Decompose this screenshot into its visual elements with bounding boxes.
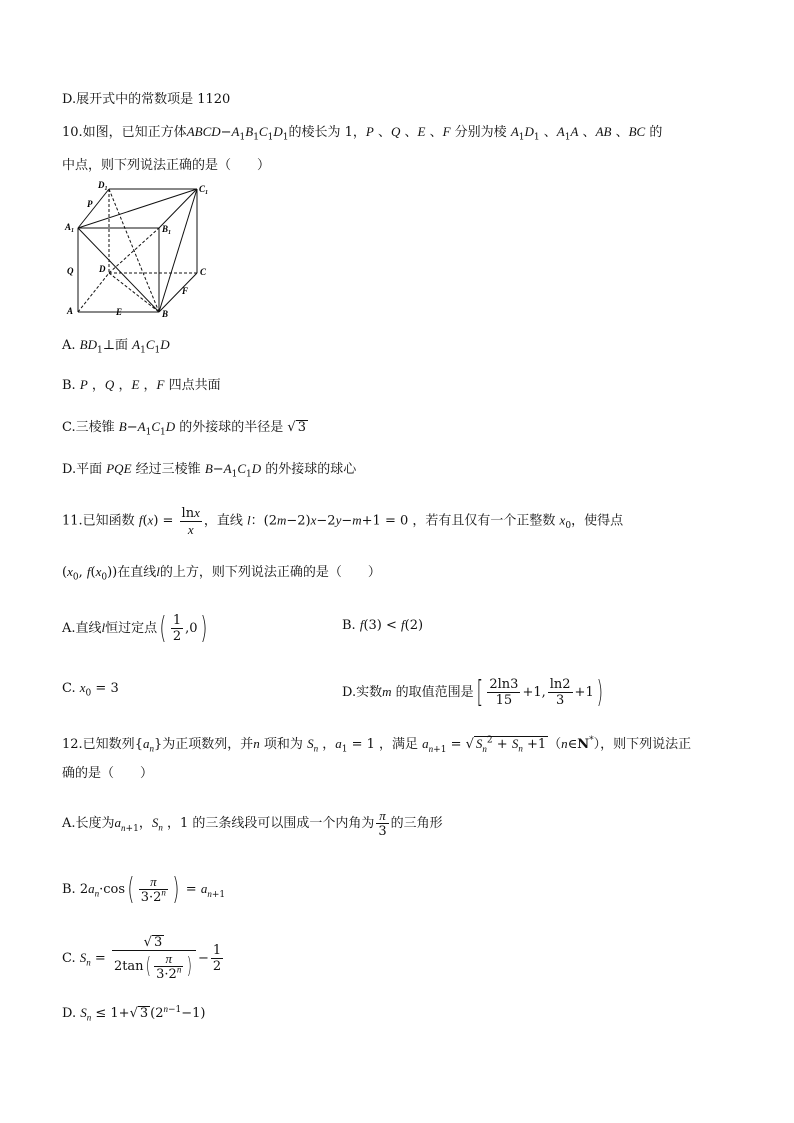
q12-option-d: D. $S_n \le 1+√$ 3 $(2^{n-1}-1)$ bbox=[62, 1003, 206, 1023]
label-e: E bbox=[116, 307, 123, 317]
q12-stem-line1: 12.已知数列$\{a_n\}$为正项数列，并n 项和为 $S_n$ ，$a_1 = 1$ ，满足 $a_{n+1}$ = √ $S_n^2 + S_n +1$ （n∈N*），则下列说法正 bbox=[62, 735, 692, 755]
q10-option-b: B. P ，Q ，E ，F 四点共面 bbox=[62, 377, 221, 393]
label-f: F bbox=[182, 286, 189, 296]
q10-option-c: C.三棱锥 $B-A_1C_1D$ 的外接球的半径是 √ 3 bbox=[62, 419, 306, 438]
q12-stem-line2: 确的是（ ） bbox=[62, 766, 154, 781]
label-q: Q bbox=[67, 266, 74, 276]
q12-option-c: C. $S_n$ = √ 3 2tan( $\frac{\pi}{3\cdot 2^n}$ ) − $\frac{1}{2}$ bbox=[62, 935, 222, 982]
label-d: D bbox=[99, 264, 106, 274]
q12-option-b: B. $2a_n\cdot\cos$( $\frac{\pi}{3\cdot 2^n}$ ) = $a_{n+1}$ bbox=[62, 871, 226, 907]
label-d1: $D_1$ bbox=[98, 180, 108, 192]
q9-option-d: D.展开式中的常数项是 1120 bbox=[62, 92, 231, 107]
label-b1: $B_1$ bbox=[162, 224, 172, 236]
q11-option-c: C. $x_0 = 3$ bbox=[62, 680, 119, 699]
q11-option-b: B. f(3) < f(2) bbox=[342, 617, 424, 633]
q10-stem-line1: 10.如图，已知正方体$ABCD-A_1B_1C_1D_1$的棱长为 1，P 、Q 、E 、F 分别为棱 $A_1D_1$ 、$A_1A$ 、AB 、BC 的 bbox=[62, 124, 663, 143]
q11-stem-line2: ($x_0$, $f(x_0)$)在直线l的上方，则下列说法正确的是（ ） bbox=[62, 564, 381, 583]
cube-figure bbox=[62, 180, 222, 320]
q11-option-a: A.直线l恒过定点( $\frac{1}{2}$ ,0) bbox=[62, 610, 207, 646]
q11-stem-line1: 11.已知函数 f(x) = $\frac{\ln x}{x}$ ，直线 l：(2m−2)x−2y−m+1 = 0 ，若有且仅有一个正整数 $x_0$，使得点 bbox=[62, 505, 624, 537]
q12-option-a: A.长度为$a_{n+1}$，$S_n$ ，1 的三条线段可以围成一个内角为 $\frac{\pi}{3}$ 的三角形 bbox=[62, 808, 443, 839]
label-p: P bbox=[87, 199, 93, 209]
label-c: C bbox=[200, 267, 207, 277]
label-c1: $C_1$ bbox=[199, 184, 209, 196]
q11-option-d: D.实数m 的取值范围是[ $\frac{2\ln 3}{15}$ +1, $\frac{\ln 2}{3}$ +1) bbox=[342, 674, 603, 710]
q10-stem-line2: 中点，则下列说法正确的是（ ） bbox=[62, 158, 271, 173]
label-a: A bbox=[67, 306, 74, 316]
label-a1: $A_1$ bbox=[65, 222, 75, 234]
q10-option-d: D.平面 PQE 经过三棱锥 $B-A_1C_1D$ 的外接球的球心 bbox=[62, 461, 357, 480]
label-b: B bbox=[162, 309, 169, 319]
q10-option-a: A. $BD_1\perp$面 $A_1C_1D$ bbox=[62, 337, 170, 356]
